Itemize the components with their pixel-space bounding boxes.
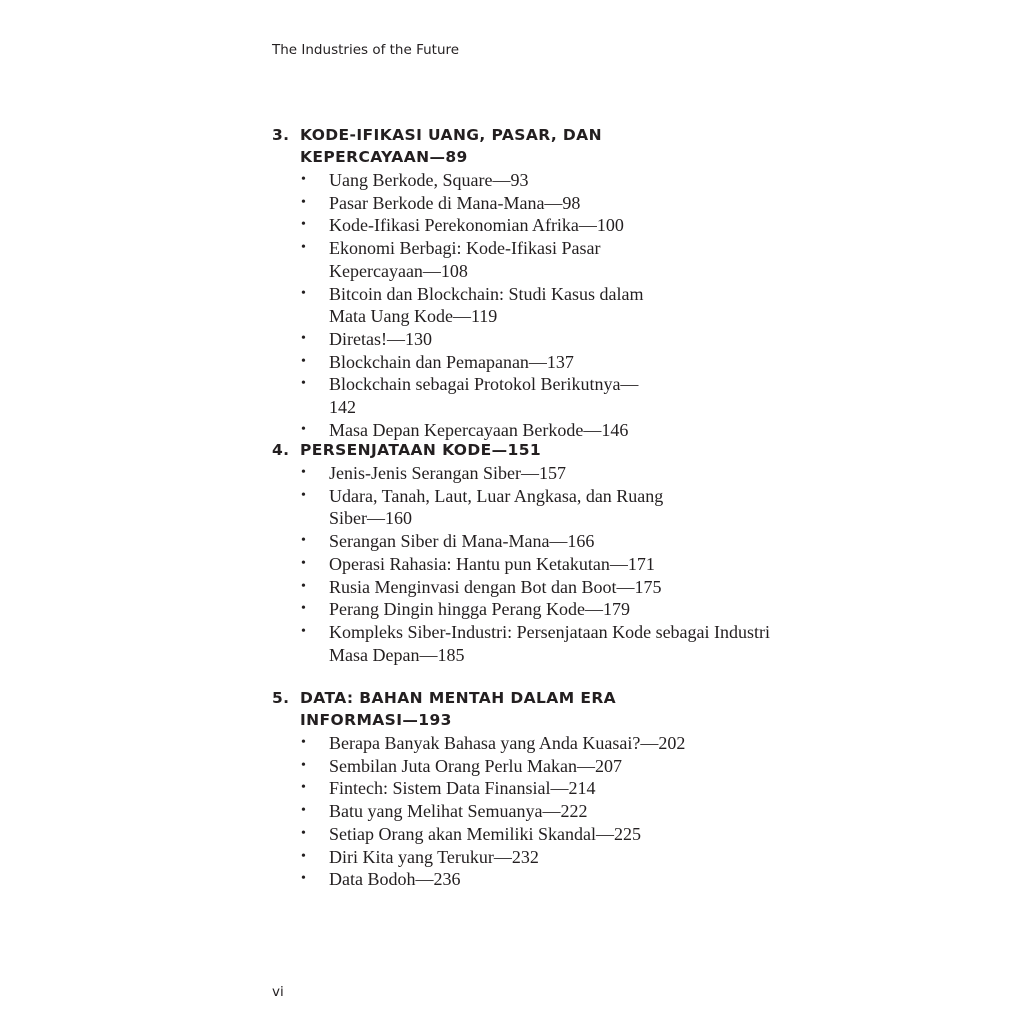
list-item: • Blockchain sebagai Protokol Berikutnya—142: [301, 374, 639, 418]
running-header: The Industries of the Future: [272, 42, 460, 58]
list-item: • Udara, Tanah, Laut, Luar Angkasa, dan Ruang Siber—160: [301, 485, 664, 529]
list-item: • Perang Dingin hingga Perang Kode—179: [301, 599, 630, 620]
chapter-title: DATA: BAHAN MENTAH DALAM ERA INFORMASI—193: [300, 689, 617, 729]
chapter-number: 3.: [272, 126, 290, 144]
list-item: • Kompleks Siber-Industri: Persenjataan Kode sebagai Industri Masa Depan—185: [301, 621, 771, 665]
list-item: • Setiap Orang akan Memiliki Skandal—225: [301, 823, 641, 844]
chapter-heading: [272, 687, 640, 731]
list-item: • Diri Kita yang Terukur—232: [301, 846, 539, 867]
list-item: • Blockchain dan Pemapanan—137: [301, 351, 574, 372]
chapter-number: 4.: [272, 441, 290, 459]
list-item: • Ekonomi Berbagi: Kode-Ifikasi Pasar Kepercayaan—108: [301, 238, 601, 281]
chapter-heading: [272, 124, 620, 168]
list-item: • Masa Depan Kepercayaan Berkode—146: [301, 419, 629, 440]
list-item: • Diretas!—130: [301, 328, 432, 349]
subsection-list: [272, 462, 771, 666]
list-item: • Fintech: Sistem Data Finansial—214: [301, 778, 596, 799]
chapter-heading: [272, 439, 752, 461]
chapter-title: PERSENJATAAN KODE—151: [300, 441, 542, 459]
list-item: • Uang Berkode, Square—93: [301, 170, 529, 190]
list-item: • Berapa Banyak Bahasa yang Anda Kuasai?—202: [301, 733, 686, 753]
toc-section: [272, 124, 752, 441]
list-item: • Serangan Siber di Mana-Mana—166: [301, 531, 595, 552]
toc-section: [272, 687, 752, 891]
list-item: • Pasar Berkode di Mana-Mana—98: [301, 192, 581, 213]
list-item: • Data Bodoh—236: [301, 869, 461, 890]
chapter-title: KODE-IFIKASI UANG, PASAR, DAN KEPERCAYAAN—89: [300, 126, 602, 166]
subsection-list: [272, 732, 752, 891]
toc-section: [272, 439, 771, 666]
list-item: • Sembilan Juta Orang Perlu Makan—207: [301, 755, 622, 776]
page-number: vi: [272, 984, 284, 1000]
list-item: • Bitcoin dan Blockchain: Studi Kasus dalam Mata Uang Kode—119: [301, 283, 644, 327]
list-item: • Jenis-Jenis Serangan Siber—157: [301, 463, 566, 483]
list-item: • Batu yang Melihat Semuanya—222: [301, 801, 588, 822]
list-item: • Rusia Menginvasi dengan Bot dan Boot—175: [301, 576, 662, 597]
chapter-number: 5.: [272, 689, 290, 707]
subsection-list: [272, 169, 652, 441]
list-item: • Operasi Rahasia: Hantu pun Ketakutan—171: [301, 553, 655, 574]
list-item: • Kode-Ifikasi Perekonomian Afrika—100: [301, 215, 624, 236]
